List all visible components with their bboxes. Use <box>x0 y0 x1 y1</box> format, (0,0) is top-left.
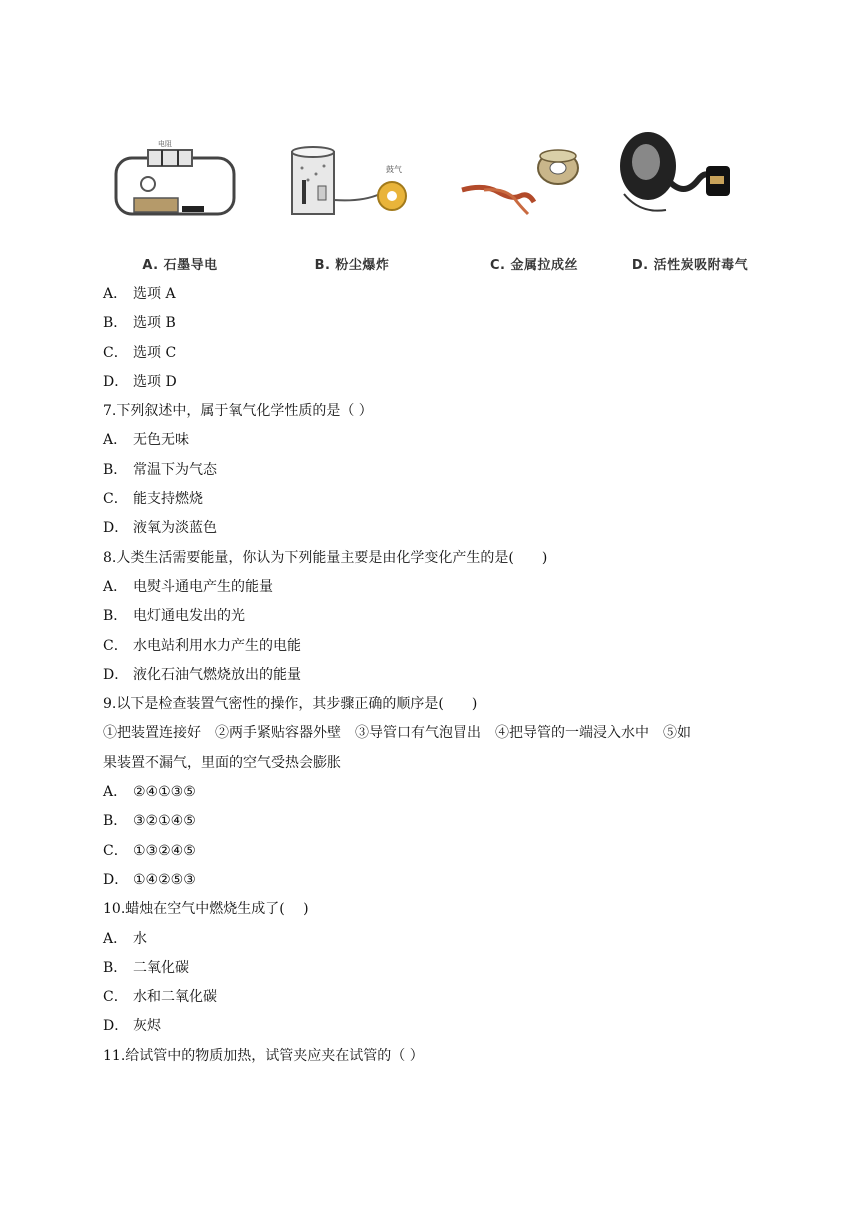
question-content <box>103 280 783 1071</box>
q6-option-a[interactable]: A． 选项 A <box>103 286 176 302</box>
q8-option-b[interactable]: B． 电灯通电发出的光 <box>103 608 245 625</box>
q9-steps-line1: ①把装置连接好 ②两手紧贴容器外壁 ③导管口有气泡冒出 ④把导管的一端浸入水中 ⑤如 <box>103 725 691 742</box>
q9-steps-line2: 果装置不漏气，里面的空气受热会膨胀 <box>103 754 341 771</box>
q8-option-d[interactable]: D． 液化石油气燃烧放出的能量 <box>103 666 301 683</box>
q6-option-b[interactable]: B． 选项 B <box>103 315 176 332</box>
q9-stem: 9.以下是检查装置气密性的操作，其步骤正确的顺序是( ) <box>103 696 478 713</box>
q7-stem: 7.下列叙述中，属于氧气化学性质的是（ ） <box>103 403 373 420</box>
figure-b-caption: B. 粉尘爆炸 <box>314 258 390 273</box>
q9-option-d[interactable]: D． ①④②⑤③ <box>103 871 196 888</box>
figure-d-caption: D. 活性炭吸附毒气 <box>631 258 749 273</box>
gas-mask-icon <box>610 118 770 248</box>
q8-option-c[interactable]: C． 水电站利用水力产生的电能 <box>103 637 301 654</box>
q10-option-d[interactable]: D． 灰烬 <box>103 1018 161 1035</box>
wire-drawing-icon <box>454 118 614 248</box>
figure-c <box>454 118 614 278</box>
q8-stem: 8.人类生活需要能量，你认为下列能量主要是由化学变化产生的是( ) <box>103 549 548 566</box>
q11-stem: 11.给试管中的物质加热，试管夹应夹在试管的（ ） <box>103 1047 424 1064</box>
figure-d <box>610 118 770 278</box>
figure-c-caption: C. 金属拉成丝 <box>489 258 578 273</box>
q7-option-b[interactable]: B． 常温下为气态 <box>103 461 217 478</box>
q6-option-d[interactable]: D． 选项 D <box>103 373 177 390</box>
figure-a-caption: A. 石墨导电 <box>142 258 218 273</box>
dust-explosion-icon <box>272 118 432 248</box>
q10-option-a[interactable]: A． 水 <box>103 930 147 947</box>
q8-option-a[interactable]: A． 电熨斗通电产生的能量 <box>103 578 273 595</box>
figure-a <box>100 118 260 278</box>
resistor-label: 电阻 <box>158 140 172 148</box>
q9-option-b[interactable]: B． ③②①④⑤ <box>103 813 196 830</box>
q9-option-a[interactable]: A． ②④①③⑤ <box>103 784 196 801</box>
q6-option-c[interactable]: C． 选项 C <box>103 344 177 361</box>
q7-option-d[interactable]: D． 液氧为淡蓝色 <box>103 520 217 537</box>
q9-option-c[interactable]: C． ①③②④⑤ <box>103 842 196 859</box>
q10-option-c[interactable]: C． 水和二氧化碳 <box>103 989 217 1006</box>
q10-option-b[interactable]: B． 二氧化碳 <box>103 959 189 976</box>
graphite-circuit-icon <box>100 118 260 248</box>
bellows-label: 鼓气 <box>386 165 402 174</box>
q7-option-c[interactable]: C． 能支持燃烧 <box>103 491 203 508</box>
q7-option-a[interactable]: A． 无色无味 <box>103 432 189 449</box>
question-figures <box>100 118 760 278</box>
figure-b <box>272 118 432 278</box>
q10-stem: 10.蜡烛在空气中燃烧生成了( ) <box>103 901 309 918</box>
